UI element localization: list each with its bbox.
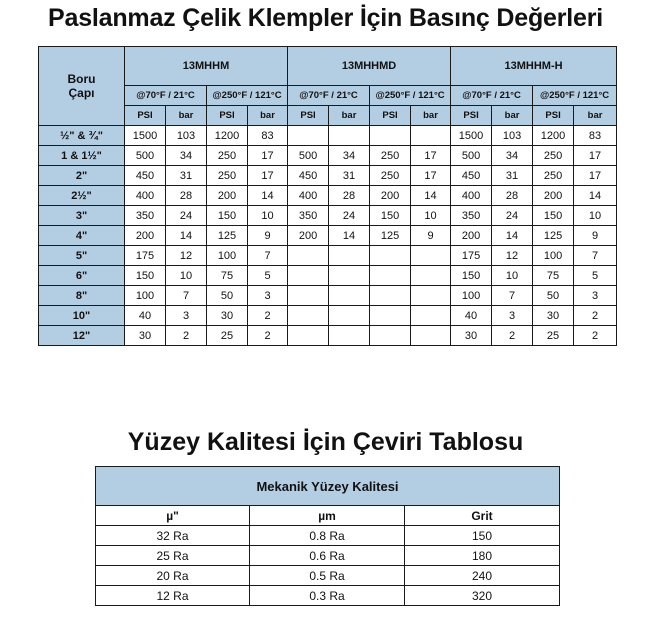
value-cell: 400	[451, 186, 492, 206]
unit-header: PSI	[451, 106, 492, 126]
value-cell	[411, 286, 451, 306]
value-cell: 150	[370, 206, 411, 226]
value-cell: 14	[329, 226, 370, 246]
surface-table	[95, 466, 560, 606]
pipe-size-cell: 1 & 1½"	[39, 146, 125, 166]
value-cell: 100	[451, 286, 492, 306]
temp-header: @250°F / 121°C	[533, 86, 617, 106]
value-cell: 31	[329, 166, 370, 186]
value-cell: 500	[451, 146, 492, 166]
value-cell	[411, 326, 451, 346]
value-cell: 350	[125, 206, 166, 226]
value-cell: 83	[248, 126, 288, 146]
value-cell: 200	[370, 186, 411, 206]
value-cell: 100	[125, 286, 166, 306]
value-cell: 150	[207, 206, 248, 226]
group-header-13mhhmd: 13MHHMD	[288, 47, 451, 86]
table-row	[96, 566, 560, 586]
value-cell: 5	[248, 266, 288, 286]
value-cell	[288, 126, 329, 146]
pipe-size-header-line2: Çapı	[68, 86, 95, 100]
surface-cell: 150	[405, 526, 560, 546]
surface-table-header: Mekanik Yüzey Kalitesi	[96, 467, 560, 506]
value-cell: 100	[207, 246, 248, 266]
table-row	[96, 546, 560, 566]
value-cell: 31	[166, 166, 207, 186]
value-cell: 150	[125, 266, 166, 286]
table-row	[96, 526, 560, 546]
value-cell: 200	[125, 226, 166, 246]
value-cell: 17	[411, 146, 451, 166]
value-cell	[370, 246, 411, 266]
value-cell	[329, 246, 370, 266]
value-cell: 100	[533, 246, 574, 266]
value-cell: 9	[574, 226, 617, 246]
value-cell: 17	[574, 146, 617, 166]
value-cell: 2	[248, 326, 288, 346]
value-cell	[329, 126, 370, 146]
value-cell: 10	[248, 206, 288, 226]
value-cell: 9	[248, 226, 288, 246]
value-cell	[288, 306, 329, 326]
temp-header: @70°F / 21°C	[288, 86, 370, 106]
pressure-table	[38, 46, 617, 346]
value-cell	[370, 326, 411, 346]
surface-cell: 25 Ra	[96, 546, 250, 566]
value-cell: 10	[411, 206, 451, 226]
value-cell	[370, 266, 411, 286]
value-cell: 2	[166, 326, 207, 346]
value-cell: 24	[166, 206, 207, 226]
value-cell: 103	[166, 126, 207, 146]
value-cell	[329, 266, 370, 286]
temp-header: @250°F / 121°C	[370, 86, 451, 106]
value-cell: 2	[574, 306, 617, 326]
group-header-13mhhm: 13MHHM	[125, 47, 288, 86]
surface-cell: 0.8 Ra	[250, 526, 405, 546]
column-header-micrometer: µm	[250, 506, 405, 526]
value-cell: 17	[574, 166, 617, 186]
surface-cell: 32 Ra	[96, 526, 250, 546]
unit-header: PSI	[125, 106, 166, 126]
value-cell: 1500	[125, 126, 166, 146]
value-cell: 12	[492, 246, 533, 266]
value-cell: 150	[533, 206, 574, 226]
value-cell: 450	[288, 166, 329, 186]
value-cell: 3	[492, 306, 533, 326]
value-cell: 2	[492, 326, 533, 346]
surface-cell: 20 Ra	[96, 566, 250, 586]
value-cell: 250	[370, 166, 411, 186]
value-cell: 250	[533, 146, 574, 166]
pipe-size-cell: 2½"	[39, 186, 125, 206]
value-cell	[370, 126, 411, 146]
value-cell: 250	[207, 166, 248, 186]
table-row	[39, 146, 617, 166]
pipe-size-header	[39, 47, 125, 126]
value-cell: 10	[492, 266, 533, 286]
table-row	[39, 326, 617, 346]
value-cell: 175	[125, 246, 166, 266]
value-cell: 14	[166, 226, 207, 246]
value-cell: 250	[207, 146, 248, 166]
value-cell: 200	[207, 186, 248, 206]
value-cell: 83	[574, 126, 617, 146]
value-cell: 3	[574, 286, 617, 306]
value-cell: 400	[288, 186, 329, 206]
value-cell: 1500	[451, 126, 492, 146]
surface-cell: 240	[405, 566, 560, 586]
unit-header: bar	[492, 106, 533, 126]
value-cell: 250	[370, 146, 411, 166]
value-cell: 14	[574, 186, 617, 206]
table-row	[39, 226, 617, 246]
value-cell: 200	[451, 226, 492, 246]
value-cell: 125	[207, 226, 248, 246]
value-cell	[370, 286, 411, 306]
value-cell: 150	[451, 266, 492, 286]
value-cell: 34	[166, 146, 207, 166]
value-cell: 1200	[533, 126, 574, 146]
surface-cell: 0.5 Ra	[250, 566, 405, 586]
value-cell: 125	[370, 226, 411, 246]
value-cell: 3	[166, 306, 207, 326]
pressure-title: Paslanmaz Çelik Klempler İçin Basınç Değerleri	[48, 4, 603, 32]
value-cell: 28	[166, 186, 207, 206]
table-row	[96, 586, 560, 606]
value-cell: 250	[533, 166, 574, 186]
value-cell: 400	[125, 186, 166, 206]
surface-cell: 0.3 Ra	[250, 586, 405, 606]
table-row	[39, 126, 617, 146]
column-header-microinch: µ"	[96, 506, 250, 526]
table-row	[39, 186, 617, 206]
value-cell: 28	[329, 186, 370, 206]
value-cell	[329, 326, 370, 346]
value-cell: 30	[451, 326, 492, 346]
value-cell: 450	[125, 166, 166, 186]
pipe-size-cell: 5"	[39, 246, 125, 266]
value-cell: 30	[533, 306, 574, 326]
value-cell: 7	[574, 246, 617, 266]
value-cell	[288, 266, 329, 286]
pipe-size-cell: 3"	[39, 206, 125, 226]
surface-title: Yüzey Kalitesi İçin Çeviri Tablosu	[127, 428, 524, 456]
value-cell: 30	[125, 326, 166, 346]
pipe-size-cell: 6"	[39, 266, 125, 286]
surface-cell: 0.6 Ra	[250, 546, 405, 566]
unit-header: PSI	[207, 106, 248, 126]
table-row	[39, 166, 617, 186]
value-cell: 28	[492, 186, 533, 206]
value-cell	[329, 306, 370, 326]
unit-header: bar	[248, 106, 288, 126]
column-header-grit: Grit	[405, 506, 560, 526]
value-cell: 31	[492, 166, 533, 186]
unit-header: bar	[329, 106, 370, 126]
table-row	[39, 286, 617, 306]
value-cell: 25	[207, 326, 248, 346]
table-row	[39, 206, 617, 226]
unit-header: PSI	[370, 106, 411, 126]
value-cell: 500	[125, 146, 166, 166]
value-cell: 12	[166, 246, 207, 266]
table-row	[39, 246, 617, 266]
temp-header: @250°F / 121°C	[207, 86, 288, 106]
group-header-13mhhm-h: 13MHHM-H	[451, 47, 617, 86]
value-cell: 9	[411, 226, 451, 246]
value-cell: 17	[411, 166, 451, 186]
value-cell: 17	[248, 146, 288, 166]
pipe-size-cell: ½" & ¾"	[39, 126, 125, 146]
value-cell: 40	[451, 306, 492, 326]
value-cell: 24	[492, 206, 533, 226]
value-cell	[288, 246, 329, 266]
temp-header: @70°F / 21°C	[125, 86, 207, 106]
unit-header: PSI	[288, 106, 329, 126]
unit-header: bar	[411, 106, 451, 126]
value-cell: 2	[574, 326, 617, 346]
value-cell	[411, 246, 451, 266]
value-cell	[288, 326, 329, 346]
value-cell: 175	[451, 246, 492, 266]
value-cell: 14	[248, 186, 288, 206]
value-cell: 40	[125, 306, 166, 326]
unit-header: bar	[166, 106, 207, 126]
value-cell: 14	[492, 226, 533, 246]
value-cell	[288, 286, 329, 306]
value-cell: 103	[492, 126, 533, 146]
value-cell: 200	[288, 226, 329, 246]
value-cell: 5	[574, 266, 617, 286]
value-cell: 75	[207, 266, 248, 286]
value-cell: 34	[329, 146, 370, 166]
value-cell: 500	[288, 146, 329, 166]
value-cell	[411, 126, 451, 146]
pipe-size-cell: 2"	[39, 166, 125, 186]
value-cell: 350	[451, 206, 492, 226]
value-cell: 30	[207, 306, 248, 326]
unit-header: bar	[574, 106, 617, 126]
value-cell: 3	[248, 286, 288, 306]
surface-cell: 320	[405, 586, 560, 606]
pipe-size-cell: 4"	[39, 226, 125, 246]
value-cell: 17	[248, 166, 288, 186]
value-cell: 7	[492, 286, 533, 306]
value-cell: 10	[166, 266, 207, 286]
value-cell: 1200	[207, 126, 248, 146]
value-cell: 2	[248, 306, 288, 326]
surface-cell: 180	[405, 546, 560, 566]
value-cell: 7	[166, 286, 207, 306]
value-cell: 14	[411, 186, 451, 206]
pipe-size-cell: 10"	[39, 306, 125, 326]
value-cell: 7	[248, 246, 288, 266]
unit-header: PSI	[533, 106, 574, 126]
value-cell: 50	[207, 286, 248, 306]
value-cell: 50	[533, 286, 574, 306]
table-row	[39, 266, 617, 286]
value-cell	[411, 266, 451, 286]
pipe-size-cell: 8"	[39, 286, 125, 306]
value-cell: 24	[329, 206, 370, 226]
pipe-size-header-line1: Boru	[67, 72, 96, 86]
value-cell: 75	[533, 266, 574, 286]
value-cell: 25	[533, 326, 574, 346]
pipe-size-cell: 12"	[39, 326, 125, 346]
value-cell: 200	[533, 186, 574, 206]
surface-cell: 12 Ra	[96, 586, 250, 606]
value-cell: 125	[533, 226, 574, 246]
table-row	[39, 306, 617, 326]
value-cell: 450	[451, 166, 492, 186]
value-cell: 34	[492, 146, 533, 166]
value-cell	[370, 306, 411, 326]
temp-header: @70°F / 21°C	[451, 86, 533, 106]
value-cell	[329, 286, 370, 306]
value-cell	[411, 306, 451, 326]
value-cell: 350	[288, 206, 329, 226]
value-cell: 10	[574, 206, 617, 226]
